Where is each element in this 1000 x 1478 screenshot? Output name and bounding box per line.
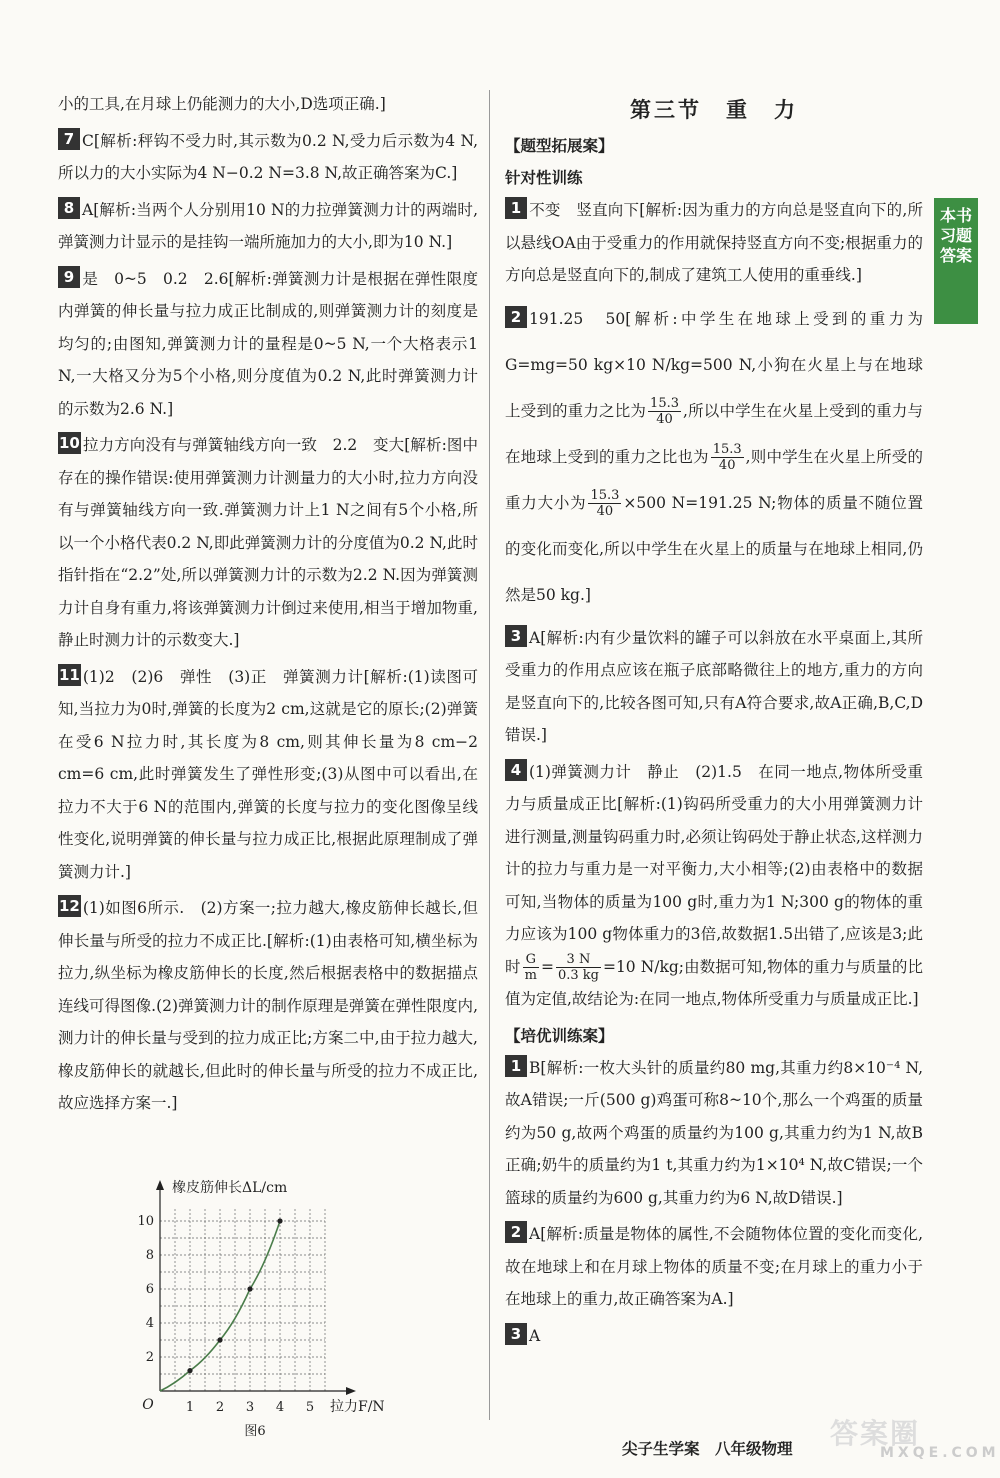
answer-text: A xyxy=(529,1326,541,1345)
answer-text: ,则中学生在火星上所受的重力大小为 xyxy=(505,447,923,512)
subheading-training: 针对性训练 xyxy=(505,169,583,187)
y-tick-label: 4 xyxy=(145,1316,154,1331)
question-number-badge: 11 xyxy=(59,665,80,684)
answer-text: 191.25 50[解析:中学生在地球上受到的重力为G=mg=50 kg×10 N/kg=500 N,小狗在火星上与在地球上受到的重力之比为 xyxy=(505,309,923,420)
answer-text: (1)如图6所示. (2)方案一;拉力越大,橡皮筋伸长越长,但伸长量与所受的拉力不成正比.[解析:(1)由表格可知,横坐标为拉力,纵坐标为橡皮筋伸长的长度,然后根据表格中的数据描点连线可得图像.(2)弹簧测力计的制作原理是弹簧在弹性限度内,测力计的伸长量与受到的拉力成正比;方案二中,由于拉力越大,橡皮筋伸长的就越长,但此时的伸长量与所受的拉力不成正比,故应选择方案一.] xyxy=(58,899,478,1112)
y-tick-label: 2 xyxy=(145,1350,154,1365)
y-axis-label: 橡皮筋伸长ΔL/cm xyxy=(172,1180,288,1196)
answer-item xyxy=(58,88,478,121)
answer-text: 不变 竖直向下[解析:因为重力的方向总是竖直向下的,所以悬线OA由于受重力的作用就保持竖直方向不变;根据重力的方向总是竖直向下的,制成了建筑工人使用的重垂线.] xyxy=(505,201,923,284)
answer-text: A[解析:当两个人分别用10 N的力拉弹簧测力计的两端时,弹簧测力计显示的是挂钩一端所施加力的大小,即为10 N.] xyxy=(58,200,478,251)
figure-caption: 图6 xyxy=(244,1424,266,1438)
side-tab: 本书习题答案 xyxy=(934,198,978,324)
left-column xyxy=(58,88,478,1124)
answer-text: A[解析:内有少量饮料的罐子可以斜放在水平桌面上,其所受重力的作用点应该在瓶子底部略微往上的地方,重力的方向是竖直向下的,比较各图可知,只有A符合要求,故A正确,B,C,D错误.] xyxy=(505,628,923,744)
answer-text: (1)2 (2)6 弹性 (3)正 弹簧测力计[解析:(1)读图可知,当拉力为0时,弹簧的长度为2 cm,这就是它的原长;(2)弹簧在受6 N拉力时,其长度为8 cm,则其伸长量为8 cm−2 cm=6 cm,此时弹簧发生了弹性形变;(3)从图中可以看出,在拉力不大于6 N的范围内,弹簧的长度与拉力的变化图像呈线性变化,说明弹簧的伸长量与拉力成正比,根据此原理制成了弹簧测力计.] xyxy=(58,667,478,881)
question-number-badge: 12 xyxy=(59,897,80,915)
x-tick-label: 5 xyxy=(305,1400,315,1415)
question-number-badge: 3 xyxy=(505,1323,527,1345)
answer-text: B[解析:一枚大头针的质量约80 mg,其重力约8×10⁻⁴ N,故A错误;一斤(500 g)鸡蛋可称8~10个,那么一个鸡蛋的质量约为50 g,故两个鸡蛋的质量约为100 g,其重力约为1 N,故B正确;奶牛的质量约为1 t,其重力约为1×10⁴ N,故C错误;一个篮球的质量约为600 g,其重力约为6 N,故D错误.] xyxy=(505,1058,923,1207)
answer-item xyxy=(505,1052,923,1215)
x-axis-arrow xyxy=(346,1387,356,1395)
question-number-badge: 2 xyxy=(505,1221,527,1243)
y-axis-arrow xyxy=(156,1180,164,1190)
answer-text: (1)弹簧测力计 静止 (2)1.5 在同一地点,物体所受重力与质量成正比[解析:(1)钩码所受重力的大小用弹簧测力计进行测量,测量钩码重力时,必须让钩码处于静止状态,这样测力计的拉力与重力是一对平衡力,大小相等;(2)由表格中的数据可知,当物体的质量为100 g时,重力为1 N;300 g的物体的重力应该为100 g物体重力的3倍,故数据1.5出错了,应该是3;此时 xyxy=(505,762,923,976)
origin-label: O xyxy=(142,1397,154,1413)
answer-item xyxy=(58,125,478,190)
y-tick-label: 8 xyxy=(145,1248,154,1263)
watermark-logo: 答案圈 xyxy=(830,1417,921,1450)
heading-advanced: 【培优训练案】 xyxy=(505,1026,614,1045)
footer-book-title: 尖子生学案 八年级物理 xyxy=(622,1440,793,1458)
question-number-badge: 10 xyxy=(59,434,80,452)
answer-item xyxy=(58,892,478,1120)
answer-text: ,所以中学生在火星上受到的重力与在地球上受到的重力之比也为 xyxy=(505,401,923,466)
fraction: $\frac{15.3}{40}$ xyxy=(712,442,742,473)
data-point xyxy=(187,1368,192,1373)
x-tick-label: 1 xyxy=(185,1400,195,1415)
right-column xyxy=(505,88,923,1356)
question-number-badge: 3 xyxy=(505,625,527,647)
answer-item xyxy=(505,194,923,292)
y-tick-label: 10 xyxy=(137,1214,154,1229)
answer-item xyxy=(505,296,923,618)
answer-item xyxy=(505,622,923,752)
answer-text: 拉力方向没有与弹簧轴线方向一致 2.2 变大[解析:图中存在的操作错误:使用弹簧测力计测量力的大小时,拉力方向没有与弹簧轴线方向一致.弹簧测力计上1 N之间有5个小格,所以一个小格代表0.2 N,即此弹簧测力计的分度值为0.2 N,此时指针指在“2.2”处,所以弹簧测力计的示数为2.2 N.因为弹簧测力计自身有重力,将该弹簧测力计倒过来使用,相当于增加物重,静止时测力计的示数变大.] xyxy=(58,436,478,649)
fraction: $\frac{15.3}{40}$ xyxy=(590,488,620,519)
data-point xyxy=(217,1337,222,1342)
figure-6-chart xyxy=(130,1176,400,1438)
answer-text: 小的工具,在月球上仍能测力的大小,D选项正确.] xyxy=(58,95,386,113)
question-number-badge: 7 xyxy=(58,128,80,150)
data-point xyxy=(247,1286,252,1291)
question-number-badge: 1 xyxy=(505,197,527,219)
column-divider xyxy=(489,90,490,1420)
answer-item xyxy=(58,429,478,657)
question-number-badge: 9 xyxy=(58,266,80,288)
fraction: $\frac{3 N}{0.3 kg}$ xyxy=(557,952,599,983)
answer-item xyxy=(58,194,478,259)
answer-text: 是 0~5 0.2 2.6[解析:弹簧测力计是根据在弹性限度内弹簧的伸长量与拉力成正比制成的,则弹簧测力计的刻度是均匀的;由图知,弹簧测力计的量程是0~5 N,一个大格表示1 N,一大格又分为5个小格,则分度值为0.2 N,此时弹簧测力计的示数为2.6 N.] xyxy=(58,269,478,418)
y-tick-label: 6 xyxy=(145,1282,154,1297)
question-number-badge: 2 xyxy=(505,306,527,328)
x-tick-label: 3 xyxy=(245,1400,255,1415)
answer-text: A[解析:质量是物体的属性,不会随物体位置的变化而变化,故在地球上和在月球上物体的质量不变;在月球上的重力小于在地球上的重力,故正确答案为A.] xyxy=(505,1225,923,1308)
x-tick-label: 4 xyxy=(275,1400,285,1415)
x-tick-label: 2 xyxy=(215,1400,225,1415)
fraction: $\frac{15.3}{40}$ xyxy=(650,396,679,427)
watermark-url: MXQE.COM xyxy=(880,1445,1000,1461)
fraction: $\frac{G}{m}$ xyxy=(524,952,537,983)
section-title: 第三节 重 力 xyxy=(630,98,798,122)
answer-item xyxy=(58,263,478,426)
answer-item: 4 (1)弹簧测力计 静止 (2)1.5 在同一地点,物体所受重力与质量成正比[解析:(1)钩码所受重力的大小用弹簧测力计进行测量,测量钩码重力时,必须让钩码处于静止状态,这样测力计的拉力与重力是一对平衡力,大小相等;(2)由表格中的数据可知,当物体的质量为100 g时,重力为1 N;300 g的物体的重力应该为100 g物体重力的3倍,故数据1.5出错了,应该是3;此时 $\frac{G}{m}$ = $\frac{3 N}{0.3 kg}$ =10 N/kg;由数据可知,物体的重力与质量的比值为定值,故结论为:在同一地点,物体所受重力与质量成正比.] xyxy=(505,760,923,1008)
question-number-badge: 8 xyxy=(58,197,80,219)
question-number-badge: 1 xyxy=(505,1055,527,1077)
answer-text: =10 N/kg;由数据可知,物体的重力与质量的比值为定值,故结论为:在同一地点,物体所受重力与质量成正比.] xyxy=(505,957,923,1008)
heading-expand: 【题型拓展案】 xyxy=(505,137,614,155)
question-number-badge: 4 xyxy=(505,759,527,781)
answer-item xyxy=(505,1320,923,1353)
answer-text: C[解析:秤钩不受力时,其示数为0.2 N,受力后示数为4 N,所以力的大小实际为4 N−0.2 N=3.8 N,故正确答案为C.] xyxy=(58,131,478,182)
x-axis-label: 拉力F/N xyxy=(330,1399,385,1415)
answer-item xyxy=(58,661,478,889)
answer-item xyxy=(505,1218,923,1316)
answer-text: ×500 N=191.25 N;物体的质量不随位置的变化而变化,所以中学生在火星上的质量与在地球上相同,仍然是50 kg.] xyxy=(505,493,923,604)
data-point xyxy=(277,1218,282,1223)
